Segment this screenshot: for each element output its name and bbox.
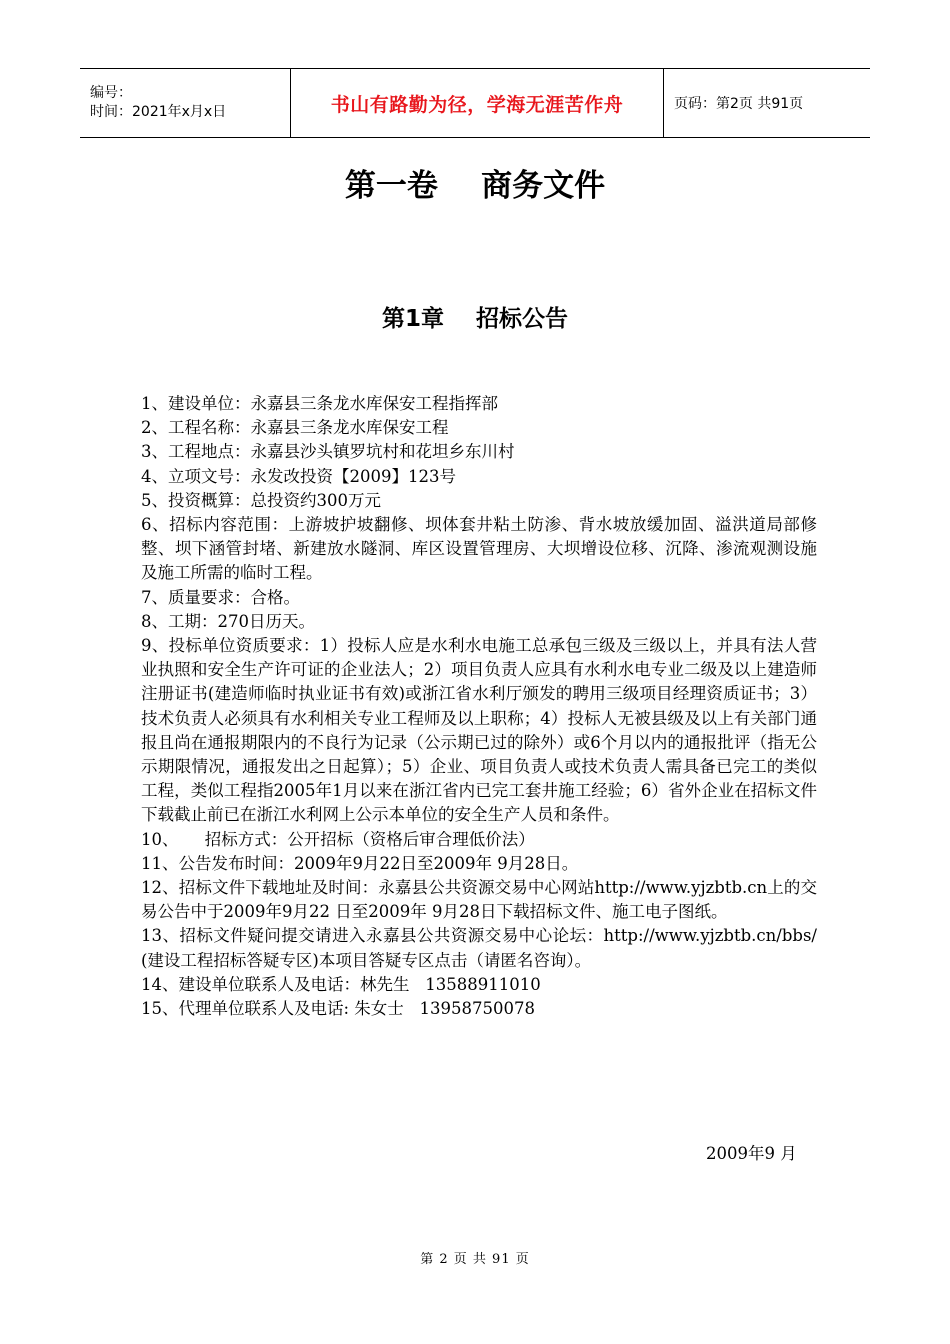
announcement-item: 12、招标文件下载地址及时间：永嘉县公共资源交易中心网站http://www.yjzbtb.cn上的交易公告中于2009年9月22 日至2009年 9月28日下载招标文件、施工电子图纸。 (141, 878, 817, 922)
header-page-info-cell (664, 69, 870, 137)
announcement-item: 5、投资概算：总投资约300万元 (141, 490, 381, 510)
header-motto: 书山有路勤为径，学海无涯苦作舟 (330, 93, 624, 116)
volume-title: 第一卷 商务文件 (344, 168, 606, 204)
header-meta (80, 69, 290, 137)
header-page-info: 页码：第2页 共91页 (674, 96, 804, 112)
announcement-item: 4、立项文号：永发改投资【2009】123号 (141, 466, 456, 486)
page-header (80, 68, 870, 138)
chapter-title: 第1章 招标公告 (381, 306, 569, 332)
header-number-label: 编号： (90, 85, 132, 101)
announcement-body (141, 392, 817, 1021)
announcement-item: 13、招标文件疑问提交请进入永嘉县公共资源交易中心论坛：http://www.yjzbtb.cn/bbs/(建设工程招标答疑专区)本项目答疑专区点击（请匿名咨询）。 (141, 926, 817, 970)
announcement-item: 14、建设单位联系人及电话：林先生 13588911010 (141, 974, 541, 994)
announcement-item: 2、工程名称：永嘉县三条龙水库保安工程 (141, 418, 449, 438)
announcement-item: 10、 招标方式：公开招标（资格后审合理低价法） (141, 829, 535, 849)
announcement-item: 3、工程地点：永嘉县沙头镇罗坑村和花坦乡东川村 (141, 442, 515, 462)
header-time-label: 时间：2021年x月x日 (90, 104, 227, 120)
sign-date: 2009年9 月 (706, 1144, 797, 1163)
announcement-item: 8、工期：270日历天。 (141, 611, 315, 631)
page-footer: 第 2 页 共 91 页 (420, 1252, 530, 1267)
announcement-item: 1、建设单位：永嘉县三条龙水库保安工程指挥部 (141, 394, 498, 413)
header-motto-cell (290, 69, 664, 137)
announcement-item: 6、招标内容范围：上游坡护坡翻修、坝体套井粘土防渗、背水坡放缓加固、溢洪道局部修整、坝下涵管封堵、新建放水隧洞、库区设置管理房、大坝增设位移、沉降、渗流观测设施及施工所需的临时工程。 (141, 515, 817, 583)
announcement-item: 7、质量要求：合格。 (141, 587, 300, 607)
announcement-item: 11、公告发布时间：2009年9月22日至2009年 9月28日。 (141, 853, 579, 873)
announcement-item: 9、投标单位资质要求：1）投标人应是水利水电施工总承包三级及三级以上，并具有法人营业执照和安全生产许可证的企业法人；2）项目负责人应具有水利水电专业二级及以上建造师注册证书(建造师临时执业证书有效)或浙江省水利厅颁发的聘用三级项目经理资质证书；3）技术负责人必须具有水利相关专业工程师及以上职称；4）投标人无被县级及以上有关部门通报且尚在通报期限内的不良行为记录（公示期已过的除外）或6个月以内的通报批评（指无公示期限情况，通报发出之日起算）；5）企业、项目负责人或技术负责人需具备已完工的类似工程，类似工程指2005年1月以来在浙江省内已完工套井施工经验；6）省外企业在招标文件下载截止前已在浙江水利网上公示本单位的安全生产人员和条件。 (141, 636, 817, 825)
announcement-item: 15、代理单位联系人及电话: 朱女士 13958750078 (141, 999, 536, 1019)
